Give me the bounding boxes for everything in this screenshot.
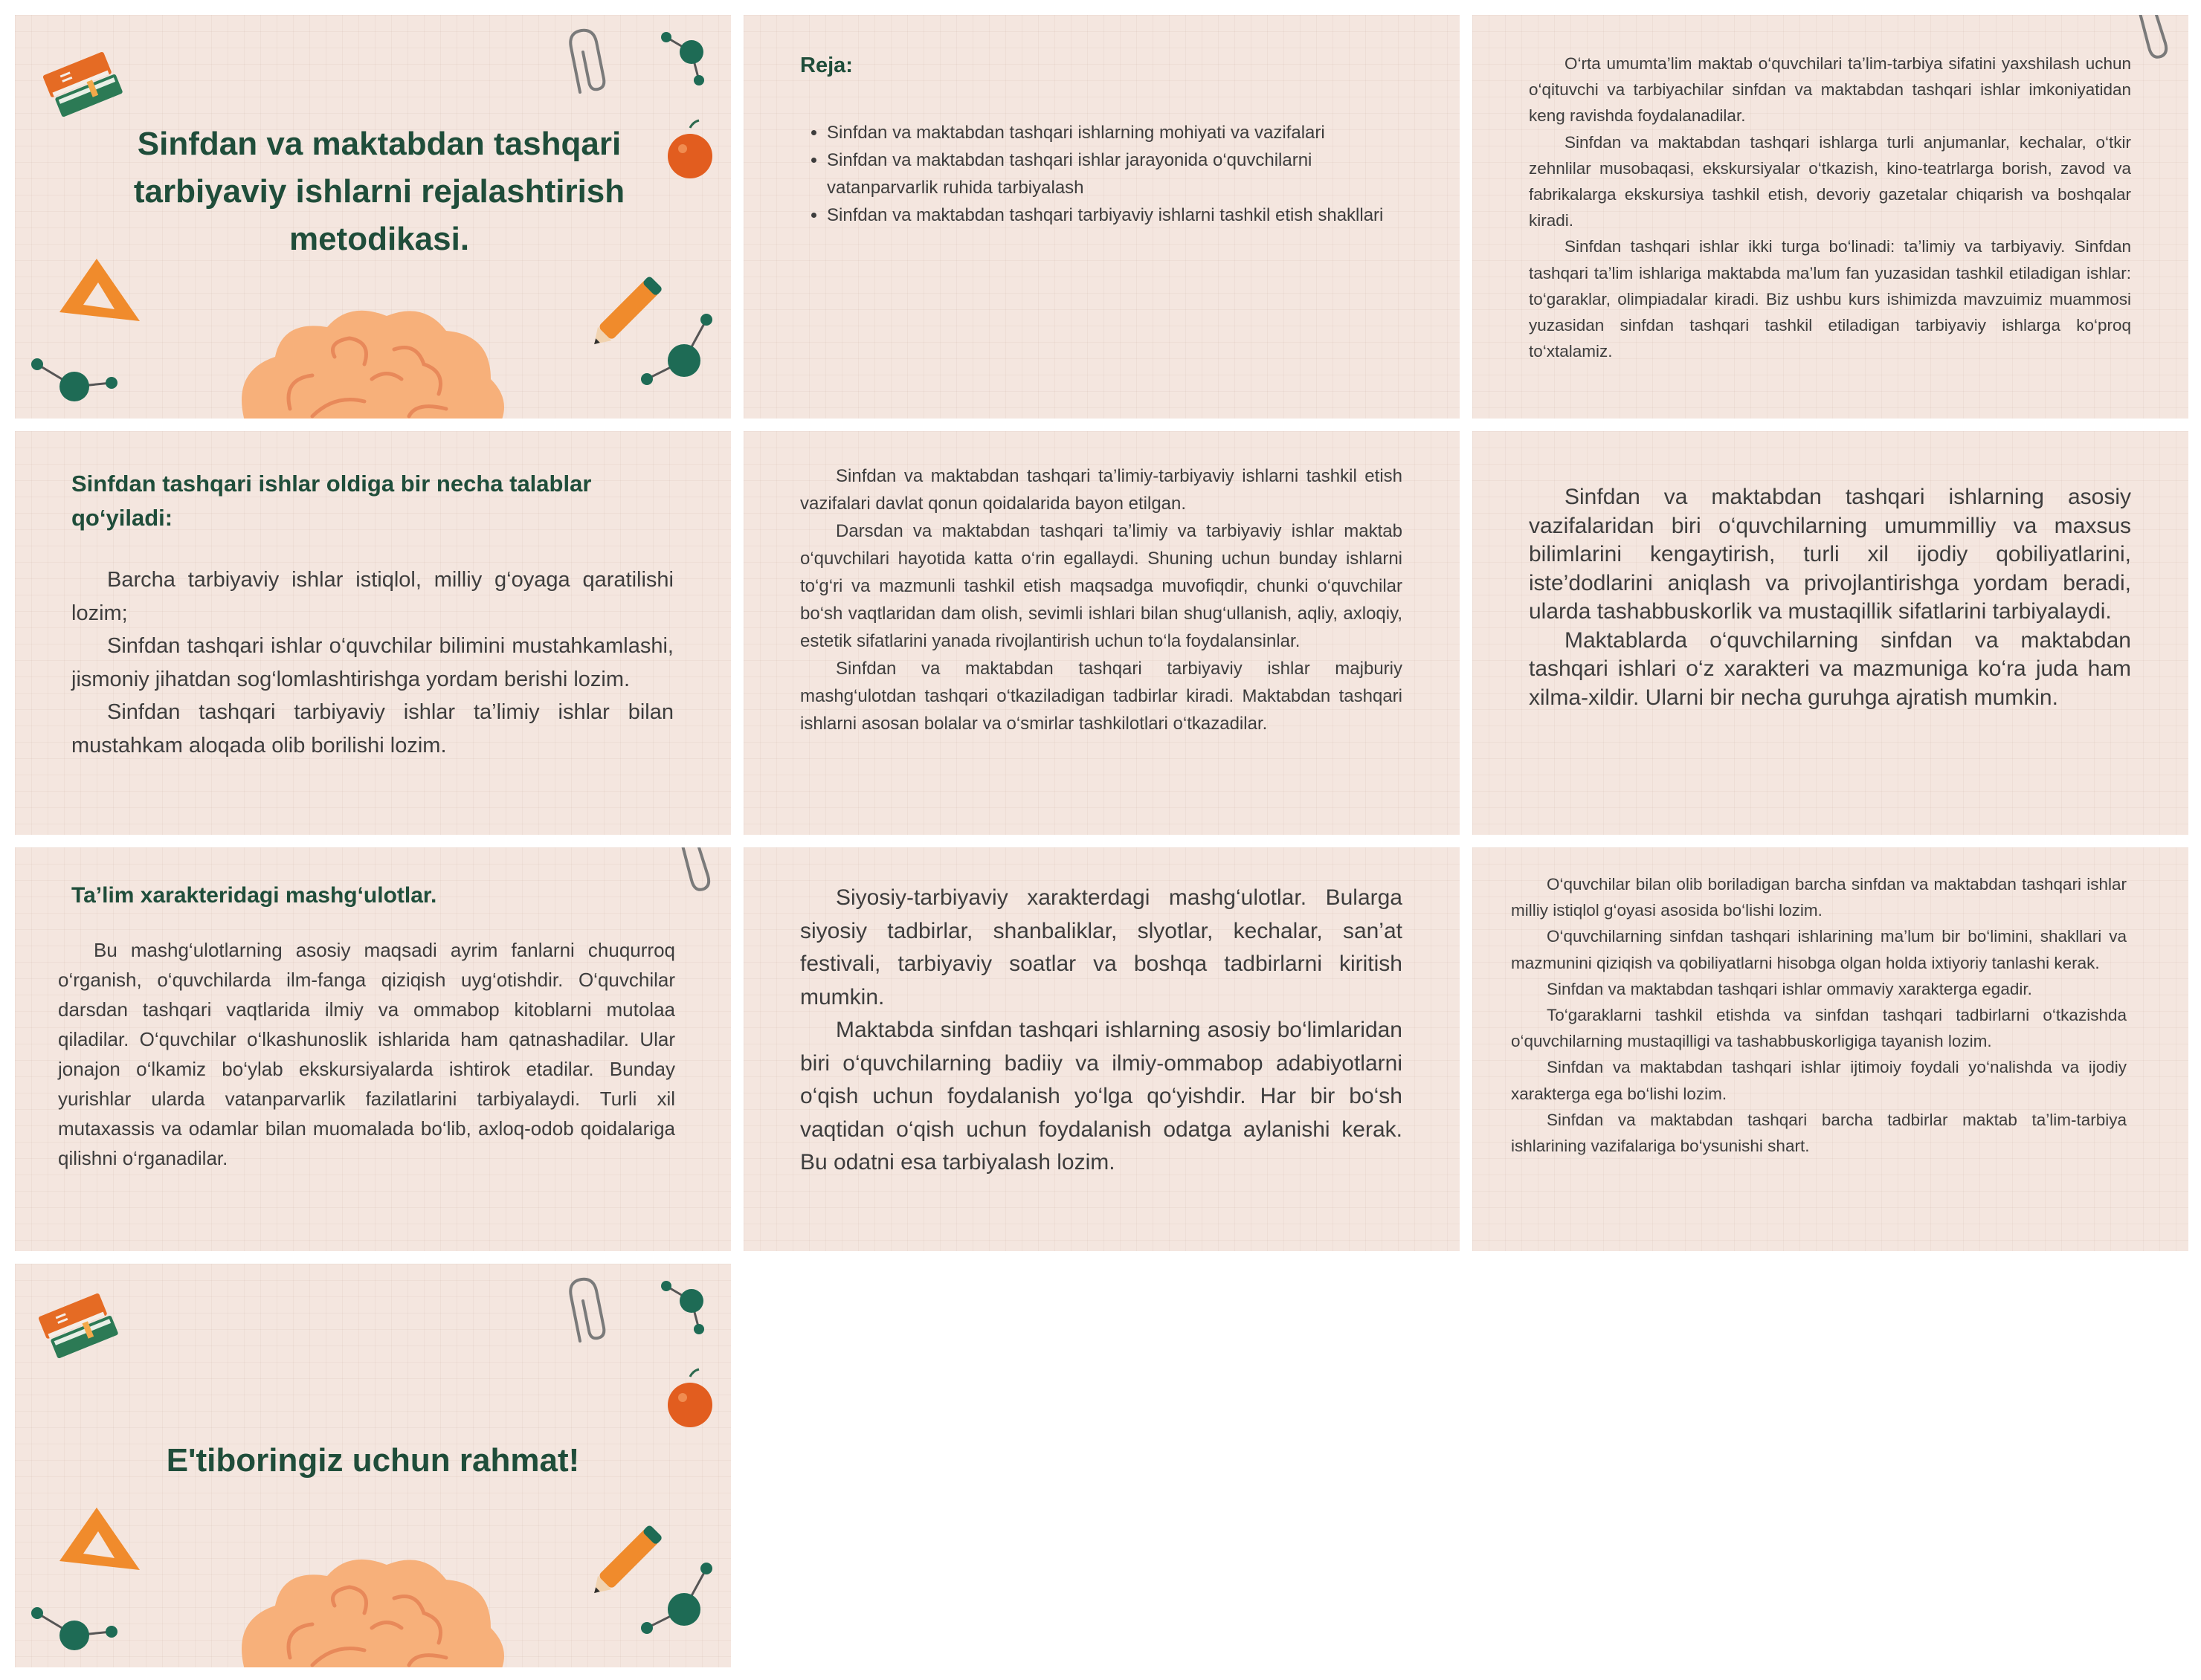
thanks-title: E'tiboringiz uchun rahmat! — [166, 1442, 580, 1479]
slide-text — [744, 431, 1460, 835]
paragraph: Sinfdan va maktabdan tashqari barcha tadbirlar maktab ta’lim-tarbiya ishlarining vazifalariga bo‘ysunishi shart. — [1511, 1110, 2127, 1156]
paragraph: Sinfdan va maktabdan tashqari ishlarning asosiy vazifalaridan biri o‘quvchilarning umummilliy va maxsus bilimlarini kengaytirish, turli xil ijodiy qobiliyatlarini, iste’dodlarini aniqlash va privojlantirishga yordam beradi, ularda tashabbuskorlik va mustaqillik sifatlarini tarbiyalaydi. — [1529, 485, 2131, 624]
paragraph: O‘rta umumta’lim maktab o‘quvchilari ta’lim-tarbiya sifatini yaxshilash uchun o‘qituvchi va tarbiyachilar sinfdan va maktabdan tashqari ishlar imkoniyatidan keng ravishda foydalanadilar. — [1529, 54, 2131, 126]
molecule-icon — [632, 305, 729, 409]
list-item: • Sinfdan va maktabdan tashqari ishlar jarayonida o‘quvchilarni vatanparvarlik ruhida tarbiyalash — [827, 146, 1422, 201]
paragraph: Barcha tarbiyaviy ishlar istiqlol, milliy g‘oyaga qaratilishi lozim; — [71, 568, 674, 625]
books-icon — [31, 1279, 128, 1375]
ruler-triangle-icon — [52, 253, 149, 327]
slide-text — [1472, 15, 2188, 419]
paperclip-icon — [565, 1274, 610, 1348]
brain-icon — [223, 297, 521, 419]
slide-title-text: Sinfdan va maktabdan tashqari tarbiyaviy ishlarni rejalashtirish metodikasi. — [133, 126, 625, 257]
slide-body — [800, 882, 1402, 1180]
molecule-icon — [30, 1591, 119, 1665]
slide-body — [1511, 871, 2127, 1159]
slide-requirements — [15, 431, 731, 835]
paragraph: Sinfdan va maktabdan tashqari ta’limiy-tarbiyaviy ishlarni tashkil etish vazifalari davlat qonun qoidalarida bayon etilgan. — [800, 466, 1402, 514]
slide-body — [1529, 51, 2131, 364]
paperclip-icon — [565, 25, 610, 100]
molecule-icon — [654, 30, 721, 89]
molecule-icon — [30, 342, 119, 416]
molecule-icon — [654, 1279, 721, 1338]
slide-text — [1472, 431, 2188, 835]
paragraph: Maktablarda o‘quvchilarning sinfdan va maktabdan tashqari ishlari o‘z xarakteri va mazmuniga ko‘ra juda ham xilma-xildir. Ularni bir necha guruhga ajratish mumkin. — [1529, 627, 2131, 710]
ruler-triangle-icon — [52, 1502, 149, 1576]
slide-plan — [744, 15, 1460, 419]
slide-text — [744, 847, 1460, 1251]
slide-heading: Ta’lim xarakteridagi mashg‘ulotlar. — [71, 883, 437, 908]
slide-title — [15, 15, 731, 419]
molecule-icon — [632, 1554, 729, 1658]
slide-text — [1472, 847, 2188, 1251]
plan-list — [800, 119, 1422, 229]
paragraph: Sinfdan va maktabdan tashqari ishlarga turli anjumanlar, kechalar, o‘tkir zehnlilar musobaqasi, ekskursiyalar o‘tkazish, kino-teatrlarga borish, zavod va fabrikalarga ekskursiya tashkil etish, devoriy gazetalar chiqarish va boshqalar kiradi. — [1529, 132, 2131, 230]
paragraph: O‘quvchilarning sinfdan tashqari ishlarining ma’lum bir bo‘limini, shakllari va mazmunini qiziqish va qobiliyatlarni hisobga olgan holda ixtiyoriy tanlashi kerak. — [1511, 927, 2127, 972]
apple-icon — [663, 119, 717, 183]
slide-body — [71, 563, 674, 762]
slide-body — [800, 462, 1402, 737]
slide-thanks — [15, 1264, 731, 1667]
paperclip-icon — [2127, 15, 2171, 70]
slide-educational — [15, 847, 731, 1251]
slide-body — [58, 935, 675, 1173]
paragraph: Siyosiy-tarbiyaviy xarakterdagi mashg‘ulotlar. Bularga siyosiy tadbirlar, shanbaliklar, slyotlar, kechalar, san’at festivali, tarbiyaviy soatlar va boshqa tadbirlarni kiritish mumkin. — [800, 885, 1402, 1009]
paragraph: Bu mashg‘ulotlarning asosiy maqsadi ayrim fanlarni chuqurroq o‘rganish, o‘quvchilarda ilm-fanga qiziqish uyg‘otishdir. O‘quvchilar darsdan tashqari vaqtlarida ilmiy va ommabop kitoblarni mutolaa qiladilar. O‘quvchilar o‘lkashunoslik ishlarida ham qatnashadilar. Ular jonajon o‘lkamiz bo‘ylab ekskursiyalarda ishtirok etadilar. Bunday yurishlar ularda vatanparvarlik fazilatlarini tarbiyalaydi. Turli xil mutaxassis va odamlar bilan muomalada bo‘lib, axloq-odob qoidalariga qilishni o‘rganadilar. — [58, 939, 675, 1169]
slide-heading: Reja: — [800, 54, 853, 77]
list-item: • Sinfdan va maktabdan tashqari tarbiyaviy ishlarni tashkil etish shakllari — [827, 201, 1422, 229]
paragraph: O‘quvchilar bilan olib boriladigan barcha sinfdan va maktabdan tashqari ishlar milliy istiqlol g‘oyasi asosida bo‘lishi lozim. — [1511, 875, 2127, 920]
paragraph: Sinfdan va maktabdan tashqari tarbiyaviy ishlar majburiy mashg‘ulotdan tashqari o‘tkaziladigan tadbirlar kiradi. Maktabdan tashqari ishlarni asosan bolalar va o‘smirlar tashkilotlari o‘tkazadilar. — [800, 659, 1402, 734]
list-item: • Sinfdan va maktabdan tashqari ishlarning mohiyati va vazifalari — [827, 119, 1422, 146]
paragraph: Sinfdan tashqari ishlar o‘quvchilar bilimini mustahkamlashi, jismoniy jihatdan sog‘lomlashtirishga yordam berishi lozim. — [71, 634, 674, 691]
paragraph: Sinfdan tashqari ishlar ikki turga bo‘linadi: ta’limiy va tarbiyaviy. Sinfdan tashqari ta’lim ishlariga maktabda ma’lum fan yuzasidan tashkil etiladigan ishlar: to‘garaklar, olimpiadalar kiradi. Biz ushbu kurs ishimizda mavzuimiz muammosi yuzasidan sinfdan tashqari tashkil etiladigan tarbiyaviy ishlarga ko‘proq to‘xtalamiz. — [1529, 237, 2131, 361]
slide-body — [1529, 483, 2131, 712]
slide-heading: Sinfdan tashqari ishlar oldiga bir necha talablar qo‘yiladi: — [71, 471, 592, 531]
paragraph: To‘garaklarni tashkil etishda va sinfdan tashqari tadbirlarni o‘tkazishda o‘quvchilarning mustaqilligi va tashabbuskorligiga tayanish lozim. — [1511, 1006, 2127, 1051]
paragraph: Sinfdan va maktabdan tashqari ishlar ijtimoiy foydali yo‘nalishda va ijodiy xarakterga ega bo‘lishi lozim. — [1511, 1058, 2127, 1103]
paperclip-icon — [669, 847, 714, 902]
paragraph: Sinfdan va maktabdan tashqari ishlar ommaviy xarakterga egadir. — [1547, 979, 2032, 998]
apple-icon — [663, 1368, 717, 1432]
paragraph: Darsdan va maktabdan tashqari ta’limiy va tarbiyaviy ishlar maktab o‘quvchilari hayotida katta o‘rin egallaydi. Shuning uchun bunday ishlarni to‘g‘ri va mazmunli tashkil etish maqsadga muvofiqdir, chunki o‘quvchilar bo‘sh vaqtlaridan dam olish, sevimli ishlari bilan shug‘ullanish, aqliy, axloqiy, estetik sifatlarini yanada rivojlantirish uchun to‘la foydalansinlar. — [800, 521, 1402, 651]
paragraph: Sinfdan tashqari tarbiyaviy ishlar ta’limiy ishlar bilan mustahkam aloqada olib borilishi lozim. — [71, 700, 674, 757]
brain-icon — [223, 1546, 521, 1667]
paragraph: Maktabda sinfdan tashqari ishlarning asosiy bo‘limlaridan biri o‘quvchilarning badiiy va ilmiy-ommabop adabiyotlarni o‘qish uchun foydalanish yo‘lga qo‘yishdir. Har bir bo‘sh vaqtidan o‘qish uchun foydalanish odatga aylanishi kerak. Bu odatni esa tarbiyalash lozim. — [800, 1018, 1402, 1175]
books-icon — [36, 37, 132, 134]
